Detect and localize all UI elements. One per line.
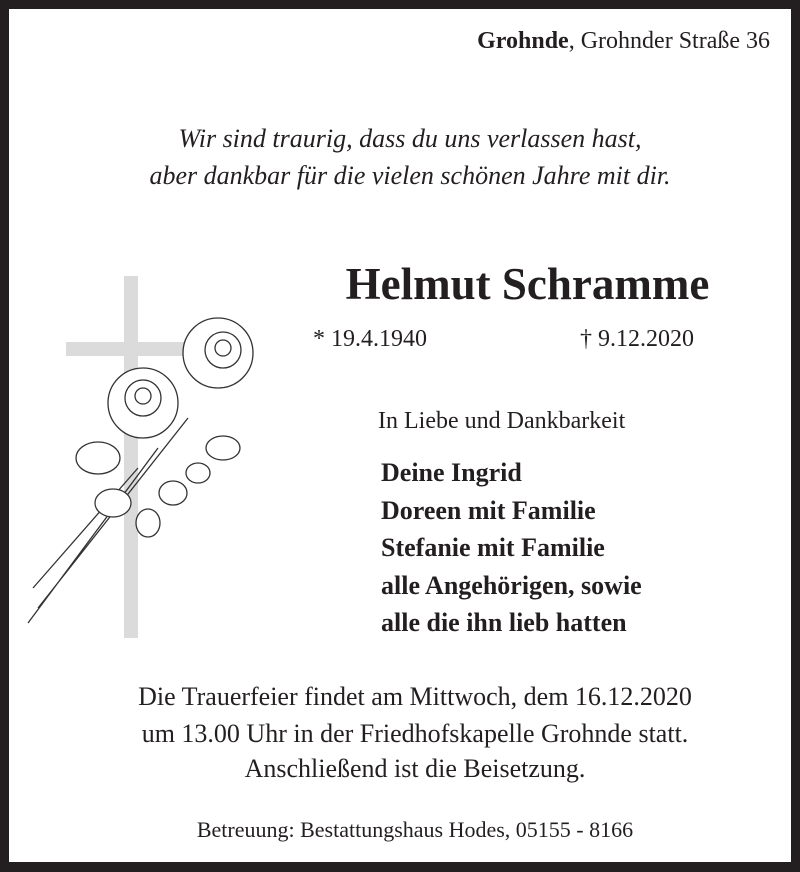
family-line: alle Angehörigen, sowie: [381, 571, 642, 600]
address: [477, 28, 770, 55]
cross-and-roses-illustration: [18, 268, 268, 648]
quote-line-1: Wir sind traurig, dass du uns verlassen hast,: [178, 124, 642, 153]
service-line: Anschließend ist die Beisetzung.: [244, 754, 586, 783]
birth-date: * 19.4.1940: [313, 326, 427, 352]
address-street: , Grohnder Straße 36: [568, 28, 770, 54]
family-line: Deine Ingrid: [381, 458, 522, 487]
dedication: In Liebe und Dankbarkeit: [378, 408, 626, 434]
family-line: alle die ihn lieb hatten: [381, 608, 627, 637]
deceased-name: Helmut Schramme: [345, 259, 710, 309]
address-place: Grohnde: [477, 28, 569, 54]
service-line: um 13.00 Uhr in der Friedhofskapelle Grohnde statt.: [141, 719, 689, 748]
funeral-home-contact: Betreuung: Bestattungshaus Hodes, 05155 - 8166: [196, 817, 634, 842]
family-line: Doreen mit Familie: [381, 496, 596, 525]
death-date: † 9.12.2020: [580, 326, 694, 352]
quote-line-2: aber dankbar für die vielen schönen Jahre mit dir.: [149, 161, 671, 190]
family-line: Stefanie mit Familie: [381, 533, 605, 562]
rose-icon: [28, 318, 253, 623]
service-line: Die Trauerfeier findet am Mittwoch, dem 16.12.2020: [138, 682, 692, 711]
